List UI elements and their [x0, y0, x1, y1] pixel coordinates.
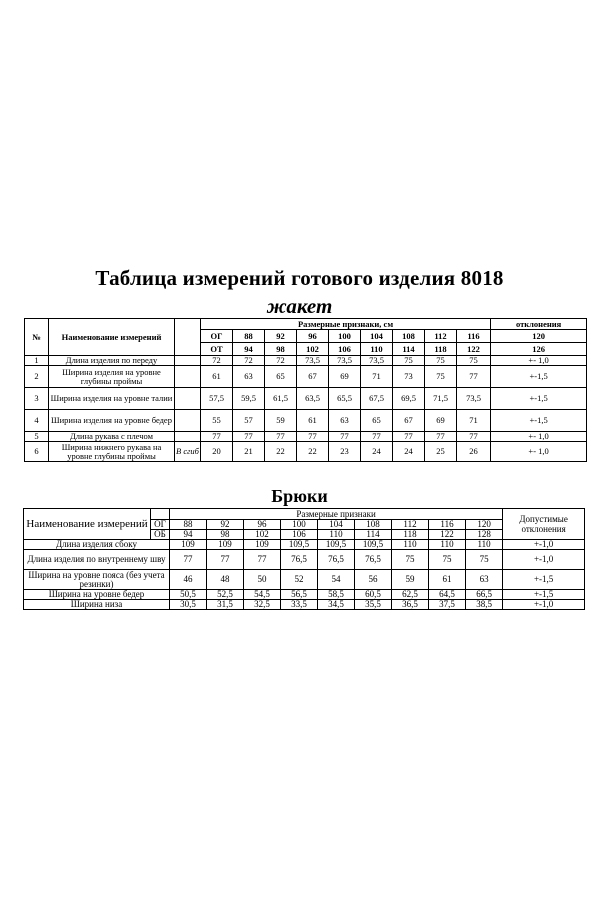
row-value: 50,5	[170, 590, 207, 600]
pants-ob-size: 128	[466, 530, 503, 540]
row-name: Ширина на уровне пояса (без учета резинки)	[24, 570, 170, 590]
row-deviation: +-1,5	[503, 570, 585, 590]
row-value: 33,5	[281, 600, 318, 610]
row-value: 77	[361, 432, 393, 442]
row-value: 67	[297, 366, 329, 388]
table-row	[24, 590, 585, 600]
row-value: 35,5	[355, 600, 392, 610]
row-value: 24	[361, 442, 393, 462]
og-label: ОГ	[201, 330, 233, 343]
row-deviation: +-1,5	[491, 410, 587, 432]
pants-og-size: 104	[318, 520, 355, 530]
row-value: 56	[355, 570, 392, 590]
row-name: Длина изделия по внутреннему шву	[24, 550, 170, 570]
row-note	[175, 388, 201, 410]
row-value: 77	[457, 432, 491, 442]
jacket-ot-size: 110	[361, 343, 393, 356]
row-name: Длина изделия сбоку	[24, 540, 170, 550]
row-value: 109,5	[318, 540, 355, 550]
jacket-og-size: 108	[393, 330, 425, 343]
row-value: 66,5	[466, 590, 503, 600]
pants-og-size: 116	[429, 520, 466, 530]
row-number: 3	[25, 388, 49, 410]
pants-og-size: 108	[355, 520, 392, 530]
row-value: 75	[466, 550, 503, 570]
row-note	[175, 366, 201, 388]
row-value: 58,5	[318, 590, 355, 600]
row-value: 110	[429, 540, 466, 550]
row-value: 55	[201, 410, 233, 432]
pants-ob-size: 110	[318, 530, 355, 540]
row-value: 75	[429, 550, 466, 570]
row-value: 52	[281, 570, 318, 590]
row-value: 69	[329, 366, 361, 388]
table-row	[24, 570, 585, 590]
pants-og-size: 120	[466, 520, 503, 530]
row-value: 67,5	[361, 388, 393, 410]
row-value: 77	[297, 432, 329, 442]
row-value: 71,5	[425, 388, 457, 410]
row-deviation: +-1,5	[491, 388, 587, 410]
jacket-og-size: 100	[329, 330, 361, 343]
row-value: 72	[233, 356, 265, 366]
jacket-ot-size: 94	[233, 343, 265, 356]
row-value: 62,5	[392, 590, 429, 600]
row-value: 65	[265, 366, 297, 388]
row-value: 65	[361, 410, 393, 432]
jacket-og-size: 88	[233, 330, 265, 343]
row-value: 52,5	[207, 590, 244, 600]
table-row	[24, 540, 585, 550]
row-name: Ширина низа	[24, 600, 170, 610]
row-value: 61,5	[265, 388, 297, 410]
table-row	[25, 388, 587, 410]
row-value: 67	[393, 410, 425, 432]
row-value: 38,5	[466, 600, 503, 610]
row-name: Длина рукава с плечом	[49, 432, 175, 442]
jacket-og-size: 92	[265, 330, 297, 343]
row-value: 63,5	[297, 388, 329, 410]
sizes-header: Размерные признаки, см	[201, 319, 491, 330]
table-row	[25, 432, 587, 442]
row-deviation: +-1,0	[503, 600, 585, 610]
row-value: 77	[233, 432, 265, 442]
row-value: 75	[425, 356, 457, 366]
row-value: 69	[425, 410, 457, 432]
row-name: Ширина нижнего рукава на уровне глубины проймы	[49, 442, 175, 462]
row-value: 73,5	[361, 356, 393, 366]
jacket-ot-size: 106	[329, 343, 361, 356]
row-value: 48	[207, 570, 244, 590]
row-name: Ширина изделия на уровне бедер	[49, 410, 175, 432]
row-name: Длина изделия по переду	[49, 356, 175, 366]
jacket-og-size: 112	[425, 330, 457, 343]
row-value: 73,5	[457, 388, 491, 410]
pants-ob-size: 94	[170, 530, 207, 540]
row-value: 109,5	[355, 540, 392, 550]
row-value: 65,5	[329, 388, 361, 410]
row-value: 37,5	[429, 600, 466, 610]
jacket-ot-size: 98	[265, 343, 297, 356]
row-deviation: +- 1,0	[491, 356, 587, 366]
row-value: 75	[393, 356, 425, 366]
row-value: 63	[466, 570, 503, 590]
pants-ob-size: 102	[244, 530, 281, 540]
row-value: 76,5	[281, 550, 318, 570]
row-value: 23	[329, 442, 361, 462]
note-col-header	[175, 319, 201, 356]
table-row	[25, 442, 587, 462]
row-value: 76,5	[318, 550, 355, 570]
row-note: В сгиб	[175, 442, 201, 462]
jacket-og-size: 96	[297, 330, 329, 343]
pants-ob-size: 114	[355, 530, 392, 540]
row-value: 30,5	[170, 600, 207, 610]
row-value: 34,5	[318, 600, 355, 610]
row-value: 22	[265, 442, 297, 462]
pants-col-name-header: Наименование измерений	[24, 509, 151, 540]
pants-og-size: 88	[170, 520, 207, 530]
pants-og-size: 100	[281, 520, 318, 530]
row-value: 72	[265, 356, 297, 366]
col-name-header: Наименование измерений	[49, 319, 175, 356]
row-value: 20	[201, 442, 233, 462]
row-value: 71	[361, 366, 393, 388]
row-value: 54,5	[244, 590, 281, 600]
jacket-title: жакет	[266, 294, 333, 318]
row-value: 31,5	[207, 600, 244, 610]
row-value: 61	[297, 410, 329, 432]
row-note	[175, 410, 201, 432]
pants-ob-size: 122	[429, 530, 466, 540]
row-value: 24	[393, 442, 425, 462]
row-value: 63	[233, 366, 265, 388]
row-value: 77	[244, 550, 281, 570]
table-row	[24, 600, 585, 610]
jacket-og-size: 104	[361, 330, 393, 343]
row-deviation: +-1,0	[503, 550, 585, 570]
row-value: 77	[329, 432, 361, 442]
row-deviation: +- 1,0	[491, 432, 587, 442]
row-value: 109	[170, 540, 207, 550]
table-row	[25, 356, 587, 366]
ot-label: ОТ	[201, 343, 233, 356]
row-value: 110	[466, 540, 503, 550]
row-value: 73	[393, 366, 425, 388]
row-name: Ширина изделия на уровне талии	[49, 388, 175, 410]
jacket-ot-size: 118	[425, 343, 457, 356]
row-deviation: +-1,0	[503, 540, 585, 550]
row-value: 76,5	[355, 550, 392, 570]
row-name: Ширина на уровне бедер	[24, 590, 170, 600]
row-number: 1	[25, 356, 49, 366]
row-value: 77	[393, 432, 425, 442]
row-value: 36,5	[392, 600, 429, 610]
jacket-ot-size: 114	[393, 343, 425, 356]
row-value: 60,5	[355, 590, 392, 600]
row-value: 75	[425, 366, 457, 388]
pants-dev-header: Допустимые отклонения	[503, 509, 585, 540]
page-title: Таблица измерений готового изделия 8018	[95, 266, 504, 290]
row-note	[175, 356, 201, 366]
table-row	[24, 550, 585, 570]
row-value: 69,5	[393, 388, 425, 410]
row-value: 109,5	[281, 540, 318, 550]
row-number: 5	[25, 432, 49, 442]
jacket-og-size: 116	[457, 330, 491, 343]
row-number: 4	[25, 410, 49, 432]
pants-og-size: 96	[244, 520, 281, 530]
row-value: 61	[201, 366, 233, 388]
row-deviation: +- 1,0	[491, 442, 587, 462]
jacket-table	[24, 318, 587, 462]
row-value: 72	[201, 356, 233, 366]
row-value: 109	[207, 540, 244, 550]
row-value: 57	[233, 410, 265, 432]
row-value: 64,5	[429, 590, 466, 600]
row-value: 77	[425, 432, 457, 442]
row-value: 56,5	[281, 590, 318, 600]
row-value: 50	[244, 570, 281, 590]
jacket-ot-size: 126	[491, 343, 587, 356]
row-value: 61	[429, 570, 466, 590]
row-value: 59	[265, 410, 297, 432]
col-num-header: №	[25, 319, 49, 356]
pants-og-label: ОГ	[151, 520, 170, 530]
pants-ob-size: 118	[392, 530, 429, 540]
row-value: 32,5	[244, 600, 281, 610]
row-deviation: +-1,5	[491, 366, 587, 388]
row-value: 26	[457, 442, 491, 462]
pants-ob-label: ОБ	[151, 530, 170, 540]
row-value: 75	[457, 356, 491, 366]
row-value: 22	[297, 442, 329, 462]
row-value: 77	[207, 550, 244, 570]
row-number: 6	[25, 442, 49, 462]
pants-blank-header	[151, 509, 170, 520]
row-value: 77	[265, 432, 297, 442]
pants-ob-size: 98	[207, 530, 244, 540]
row-deviation: +-1,5	[503, 590, 585, 600]
jacket-ot-size: 122	[457, 343, 491, 356]
dev-header: отклонения	[491, 319, 587, 330]
row-note	[175, 432, 201, 442]
row-value: 46	[170, 570, 207, 590]
pants-title: Брюки	[271, 486, 328, 506]
row-name: Ширина изделия на уровне глубины проймы	[49, 366, 175, 388]
row-value: 71	[457, 410, 491, 432]
row-value: 110	[392, 540, 429, 550]
jacket-ot-size: 102	[297, 343, 329, 356]
row-value: 75	[392, 550, 429, 570]
row-value: 59,5	[233, 388, 265, 410]
pants-ob-size: 106	[281, 530, 318, 540]
pants-table	[23, 508, 585, 610]
table-row	[25, 410, 587, 432]
row-value: 77	[170, 550, 207, 570]
row-value: 73,5	[329, 356, 361, 366]
row-value: 63	[329, 410, 361, 432]
row-value: 73,5	[297, 356, 329, 366]
pants-sizes-header: Размерные признаки	[170, 509, 503, 520]
row-value: 77	[457, 366, 491, 388]
row-number: 2	[25, 366, 49, 388]
row-value: 54	[318, 570, 355, 590]
row-value: 59	[392, 570, 429, 590]
row-value: 57,5	[201, 388, 233, 410]
table-row	[25, 366, 587, 388]
row-value: 109	[244, 540, 281, 550]
row-value: 21	[233, 442, 265, 462]
pants-og-size: 112	[392, 520, 429, 530]
pants-og-size: 92	[207, 520, 244, 530]
row-value: 25	[425, 442, 457, 462]
row-value: 77	[201, 432, 233, 442]
jacket-og-size: 120	[491, 330, 587, 343]
